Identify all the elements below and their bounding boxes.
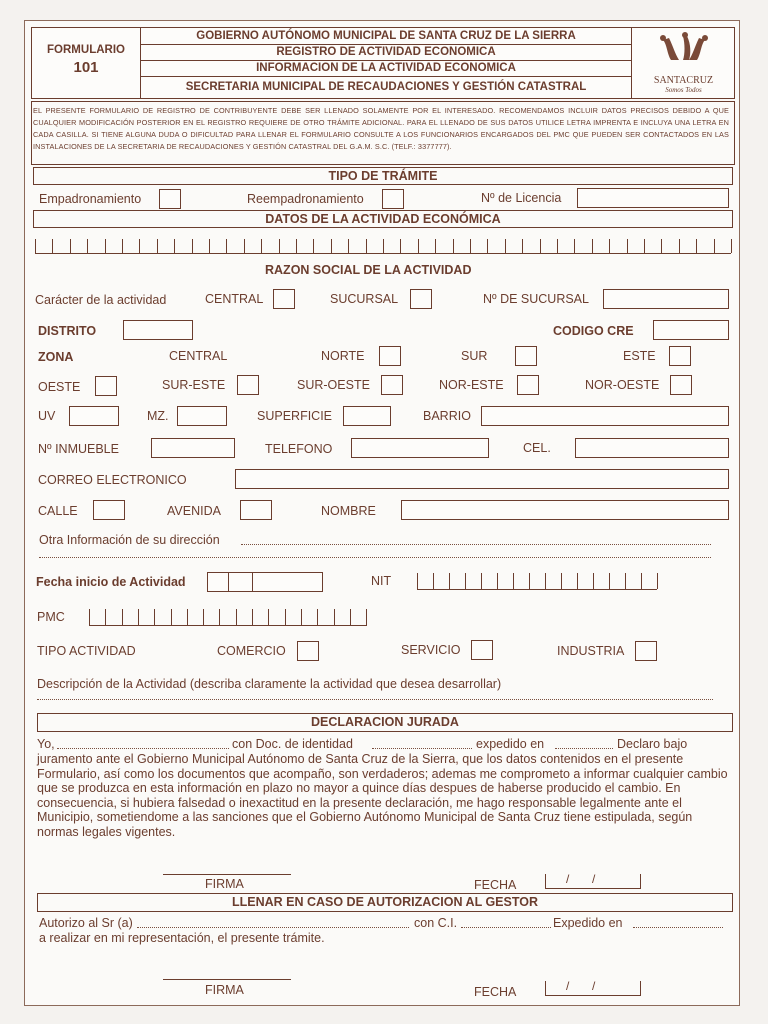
- char-cell-divider: [435, 239, 436, 253]
- n-sucursal-label: Nº DE SUCURSAL: [483, 292, 589, 306]
- industria-label: INDUSTRIA: [557, 644, 625, 658]
- char-cell-divider: [609, 239, 610, 253]
- decl-expedido-line[interactable]: [555, 748, 613, 749]
- header-titles: [141, 28, 631, 98]
- zona-sur-oeste-checkbox[interactable]: [381, 375, 403, 395]
- char-cell-divider: [236, 609, 237, 625]
- gestor-ci-line[interactable]: [461, 927, 551, 928]
- nit-label: NIT: [371, 574, 392, 588]
- char-cell-divider: [644, 239, 645, 253]
- fecha-inicio-field[interactable]: [207, 572, 323, 592]
- char-cell-divider: [285, 609, 286, 625]
- form-label: FORMULARIO: [47, 44, 125, 56]
- uv-field[interactable]: [69, 406, 119, 426]
- char-cell-divider: [192, 239, 193, 253]
- char-cell-divider: [383, 239, 384, 253]
- codigo-cre-label: CODIGO CRE: [553, 324, 634, 338]
- gestor-firma-label: FIRMA: [205, 983, 244, 997]
- char-cell-divider: [219, 609, 220, 625]
- otra-info-label: Otra Información de su dirección: [39, 533, 220, 547]
- char-cell-divider: [52, 239, 53, 253]
- char-cell-divider: [35, 239, 36, 253]
- gestor-fecha-field[interactable]: / /: [545, 981, 641, 996]
- gestor-fecha-label: FECHA: [474, 985, 517, 999]
- char-cell-divider: [105, 239, 106, 253]
- avenida-label: AVENIDA: [167, 504, 221, 518]
- char-cell-divider: [513, 573, 514, 589]
- mz-field[interactable]: [177, 406, 227, 426]
- char-cell-divider: [87, 239, 88, 253]
- zona-sur-oeste-label: SUR-OESTE: [297, 378, 370, 392]
- char-cell-divider: [481, 573, 482, 589]
- pmc-label: PMC: [37, 610, 65, 624]
- logo-text: SANTACRUZ: [653, 75, 714, 86]
- char-cell-divider: [592, 239, 593, 253]
- razon-social-title: RAZON SOCIAL DE LA ACTIVIDAD: [265, 263, 472, 277]
- decl-expedido: expedido en: [476, 737, 545, 751]
- comercio-label: COMERCIO: [217, 644, 286, 658]
- decl-yo: Yo,: [37, 737, 55, 751]
- char-cell-divider: [157, 239, 158, 253]
- char-cell-divider: [609, 573, 610, 589]
- char-cell-divider: [696, 239, 697, 253]
- char-cell-divider: [279, 239, 280, 253]
- distrito-field[interactable]: [123, 320, 193, 340]
- char-cell-divider: [561, 573, 562, 589]
- zona-nor-este-label: NOR-ESTE: [439, 378, 504, 392]
- actividad-char-field[interactable]: [35, 239, 731, 254]
- char-cell-divider: [122, 609, 123, 625]
- reempadronamiento-checkbox[interactable]: [382, 189, 404, 209]
- char-cell-divider: [679, 239, 680, 253]
- char-cell-divider: [627, 239, 628, 253]
- gestor-autorizo: Autorizo al Sr (a): [39, 916, 133, 930]
- char-cell-divider: [366, 609, 367, 625]
- avenida-checkbox[interactable]: [240, 500, 272, 520]
- char-cell-divider: [661, 239, 662, 253]
- char-cell-divider: [557, 239, 558, 253]
- nombre-label: NOMBRE: [321, 504, 376, 518]
- header-line-1: GOBIERNO AUTÓNOMO MUNICIPAL DE SANTA CRUZ DE LA SIERRA: [141, 29, 631, 45]
- gestor-firma-line[interactable]: [163, 979, 291, 980]
- char-cell-divider: [545, 573, 546, 589]
- licencia-field[interactable]: [577, 188, 729, 208]
- zona-oeste-checkbox[interactable]: [95, 376, 117, 396]
- n-sucursal-field[interactable]: [603, 289, 729, 309]
- gestor-con-ci: con C.I.: [414, 916, 458, 930]
- char-cell-divider: [577, 573, 578, 589]
- logo-box: [631, 28, 735, 98]
- header-line-3: INFORMACION DE LA ACTIVIDAD ECONOMICA: [141, 61, 631, 77]
- logo-slogan: Somos Todos: [665, 86, 702, 94]
- servicio-label: SERVICIO: [401, 643, 461, 657]
- decl-firma-label: FIRMA: [205, 877, 244, 891]
- zona-sur-label: SUR: [461, 349, 488, 363]
- reempadronamiento-label: Reempadronamiento: [247, 192, 364, 206]
- nombre-field[interactable]: [401, 500, 729, 520]
- caracter-sucursal-checkbox[interactable]: [410, 289, 432, 309]
- char-cell-divider: [574, 239, 575, 253]
- section-gestor: LLENAR EN CASO DE AUTORIZACION AL GESTOR: [37, 893, 733, 912]
- servicio-checkbox[interactable]: [471, 640, 493, 660]
- industria-checkbox[interactable]: [635, 641, 657, 661]
- empadronamiento-label: Empadronamiento: [39, 192, 142, 206]
- zona-sur-checkbox[interactable]: [515, 346, 537, 366]
- char-cell-divider: [453, 239, 454, 253]
- licencia-label: Nº de Licencia: [481, 191, 562, 205]
- char-cell-divider: [268, 609, 269, 625]
- pmc-char-field[interactable]: [89, 609, 367, 626]
- descripcion-label: Descripción de la Actividad (describa claramente la actividad que desea desarrollar): [37, 677, 502, 691]
- zona-label: ZONA: [38, 350, 74, 364]
- char-cell-divider: [331, 239, 332, 253]
- section-tipo-tramite: TIPO DE TRÁMITE: [33, 167, 733, 185]
- otra-info-line-1[interactable]: [241, 544, 711, 545]
- char-cell-divider: [105, 609, 106, 625]
- caracter-label: Carácter de la actividad: [35, 293, 167, 307]
- header-line-4: SECRETARIA MUNICIPAL DE RECAUDACIONES Y GESTIÓN CATASTRAL: [185, 81, 587, 93]
- char-cell-divider: [641, 573, 642, 589]
- tipo-actividad-label: TIPO ACTIVIDAD: [37, 644, 136, 658]
- gestor-expedido: Expedido en: [553, 916, 623, 930]
- char-cell-divider: [226, 239, 227, 253]
- char-cell-divider: [301, 609, 302, 625]
- zona-central-label: CENTRAL: [169, 349, 228, 363]
- char-cell-divider: [348, 239, 349, 253]
- decl-nombre-line[interactable]: [57, 748, 229, 749]
- zona-este-checkbox[interactable]: [669, 346, 691, 366]
- char-cell-divider: [433, 573, 434, 589]
- section-datos-actividad: DATOS DE LA ACTIVIDAD ECONÓMICA: [33, 210, 733, 228]
- decl-doc-line[interactable]: [372, 748, 472, 749]
- inmueble-field[interactable]: [151, 438, 235, 458]
- correo-field[interactable]: [235, 469, 729, 489]
- char-cell-divider: [174, 239, 175, 253]
- char-cell-divider: [187, 609, 188, 625]
- char-cell-divider: [89, 609, 90, 625]
- zona-oeste-label: OESTE: [38, 380, 81, 394]
- char-cell-divider: [470, 239, 471, 253]
- char-cell-divider: [138, 609, 139, 625]
- char-cell-divider: [154, 609, 155, 625]
- form-header: [31, 27, 735, 99]
- codigo-cre-field[interactable]: [653, 320, 729, 340]
- comercio-checkbox[interactable]: [297, 641, 319, 661]
- char-cell-divider: [334, 609, 335, 625]
- char-cell-divider: [400, 239, 401, 253]
- header-line-2: REGISTRO DE ACTIVIDAD ECONOMICA: [141, 45, 631, 61]
- char-cell-divider: [465, 573, 466, 589]
- char-cell-divider: [505, 239, 506, 253]
- barrio-field[interactable]: [481, 406, 729, 426]
- calle-checkbox[interactable]: [93, 500, 125, 520]
- char-cell-divider: [252, 609, 253, 625]
- calle-label: CALLE: [38, 504, 78, 518]
- zona-nor-este-checkbox[interactable]: [517, 375, 539, 395]
- zona-nor-oeste-label: NOR-OESTE: [585, 378, 660, 392]
- char-cell-divider: [261, 239, 262, 253]
- empadronamiento-checkbox[interactable]: [159, 189, 181, 209]
- correo-label: CORREO ELECTRONICO: [38, 473, 187, 487]
- gestor-nombre-line[interactable]: [137, 927, 409, 928]
- zona-nor-oeste-checkbox[interactable]: [670, 375, 692, 395]
- char-cell-divider: [209, 239, 210, 253]
- char-cell-divider: [657, 573, 658, 589]
- caracter-sucursal-label: SUCURSAL: [330, 292, 399, 306]
- decl-firma-line[interactable]: [163, 874, 291, 875]
- char-cell-divider: [487, 239, 488, 253]
- superficie-label: SUPERFICIE: [257, 409, 333, 423]
- gestor-realizar: a realizar en mi representación, el presente trámite.: [39, 931, 325, 945]
- form-id-box: [32, 28, 141, 98]
- caracter-central-checkbox[interactable]: [273, 289, 295, 309]
- fecha-inicio-label: Fecha inicio de Actividad: [36, 575, 186, 589]
- zona-sur-este-label: SUR-ESTE: [162, 378, 226, 392]
- char-cell-divider: [139, 239, 140, 253]
- section-declaracion: DECLARACION JURADA: [37, 713, 733, 732]
- char-cell-divider: [449, 573, 450, 589]
- form-page: [24, 20, 740, 1006]
- zona-norte-label: NORTE: [321, 349, 365, 363]
- char-cell-divider: [296, 239, 297, 253]
- gestor-expedido-line[interactable]: [633, 927, 723, 928]
- char-cell-divider: [714, 239, 715, 253]
- decl-declaro: Declaro bajo: [617, 737, 688, 751]
- uv-label: UV: [38, 409, 56, 423]
- decl-fecha-field[interactable]: / /: [545, 874, 641, 889]
- telefono-label: TELEFONO: [265, 442, 333, 456]
- santa-cruz-logo-icon: [649, 32, 719, 68]
- char-cell-divider: [70, 239, 71, 253]
- char-cell-divider: [417, 573, 418, 589]
- char-cell-divider: [731, 239, 732, 253]
- cel-field[interactable]: [575, 438, 729, 458]
- char-cell-divider: [317, 609, 318, 625]
- char-cell-divider: [625, 573, 626, 589]
- descripcion-line[interactable]: [37, 699, 713, 700]
- declaration-text: juramento ante el Gobierno Municipal Autónomo de Santa Cruz de la Sierra, que los datos contenidos en el presente Formulario, así como los documentos que acompaño, son verdaderos; ademas me comprometo a informar cualquier cambio que se produzca en esta información en plazo no mayor a quince días despues de haberse producido el cambio. En consecuencia, si hubiera falsedad o inexactitud en la presente declaración, me hago responsable legalmente ante el Municipio, sometiendome a las sanciones que el Gobierno Autónomo Municipal de Santa Cruz tiene estipulada, según normas legales vigentes.: [37, 752, 728, 839]
- mz-label: MZ.: [147, 409, 169, 423]
- zona-sur-este-checkbox[interactable]: [237, 375, 259, 395]
- char-cell-divider: [350, 609, 351, 625]
- inmueble-label: Nº INMUEBLE: [38, 442, 119, 456]
- form-number: 101: [73, 59, 99, 76]
- decl-fecha-label: FECHA: [474, 878, 517, 892]
- zona-este-label: ESTE: [623, 349, 656, 363]
- caracter-central-label: CENTRAL: [205, 292, 264, 306]
- zona-norte-checkbox[interactable]: [379, 346, 401, 366]
- char-cell-divider: [203, 609, 204, 625]
- superficie-field[interactable]: [343, 406, 391, 426]
- char-cell-divider: [366, 239, 367, 253]
- char-cell-divider: [122, 239, 123, 253]
- char-cell-divider: [244, 239, 245, 253]
- char-cell-divider: [171, 609, 172, 625]
- intro-text: EL PRESENTE FORMULARIO DE REGISTRO DE CONTRIBUYENTE DEBE SER LLENADO SOLAMENTE POR EL INTERESADO. RECOMENDAMOS INCLUIR DATOS PRECISOS DEBIDO A QUE CUALQUIER MODIFICACIÓN POSTERIOR EN EL REGISTRO REQUIERE DE OTRO TRÁMITE ADICIONAL. PARA EL LLENADO DE SUS DATOS UTILICE LETRA IMPRENTA E INCLUYA UNA LETRA EN CADA CASILLA. SI TIENE ALGUNA DUDA O DIFICULTAD PARA LLENAR EL FORMULARIO CONSULTE A LOS FUNCIONARIOS ENCARGADOS DEL PMC QUE PUEDEN SER CONTACTADOS EN LAS INSTALACIONES DE LA SECRETARIA DE RECAUDACIONES Y GESTIÓN CATASTRAL DEL G.A.M. S.C. (TELF.: 3377777).: [33, 106, 729, 151]
- nit-char-field[interactable]: [417, 573, 657, 590]
- otra-info-line-2[interactable]: [39, 557, 711, 558]
- decl-con-doc: con Doc. de identidad: [232, 737, 353, 751]
- cel-label: CEL.: [523, 441, 551, 455]
- char-cell-divider: [540, 239, 541, 253]
- char-cell-divider: [418, 239, 419, 253]
- barrio-label: BARRIO: [423, 409, 471, 423]
- char-cell-divider: [313, 239, 314, 253]
- char-cell-divider: [522, 239, 523, 253]
- char-cell-divider: [529, 573, 530, 589]
- distrito-label: DISTRITO: [38, 324, 97, 338]
- telefono-field[interactable]: [351, 438, 489, 458]
- char-cell-divider: [593, 573, 594, 589]
- char-cell-divider: [497, 573, 498, 589]
